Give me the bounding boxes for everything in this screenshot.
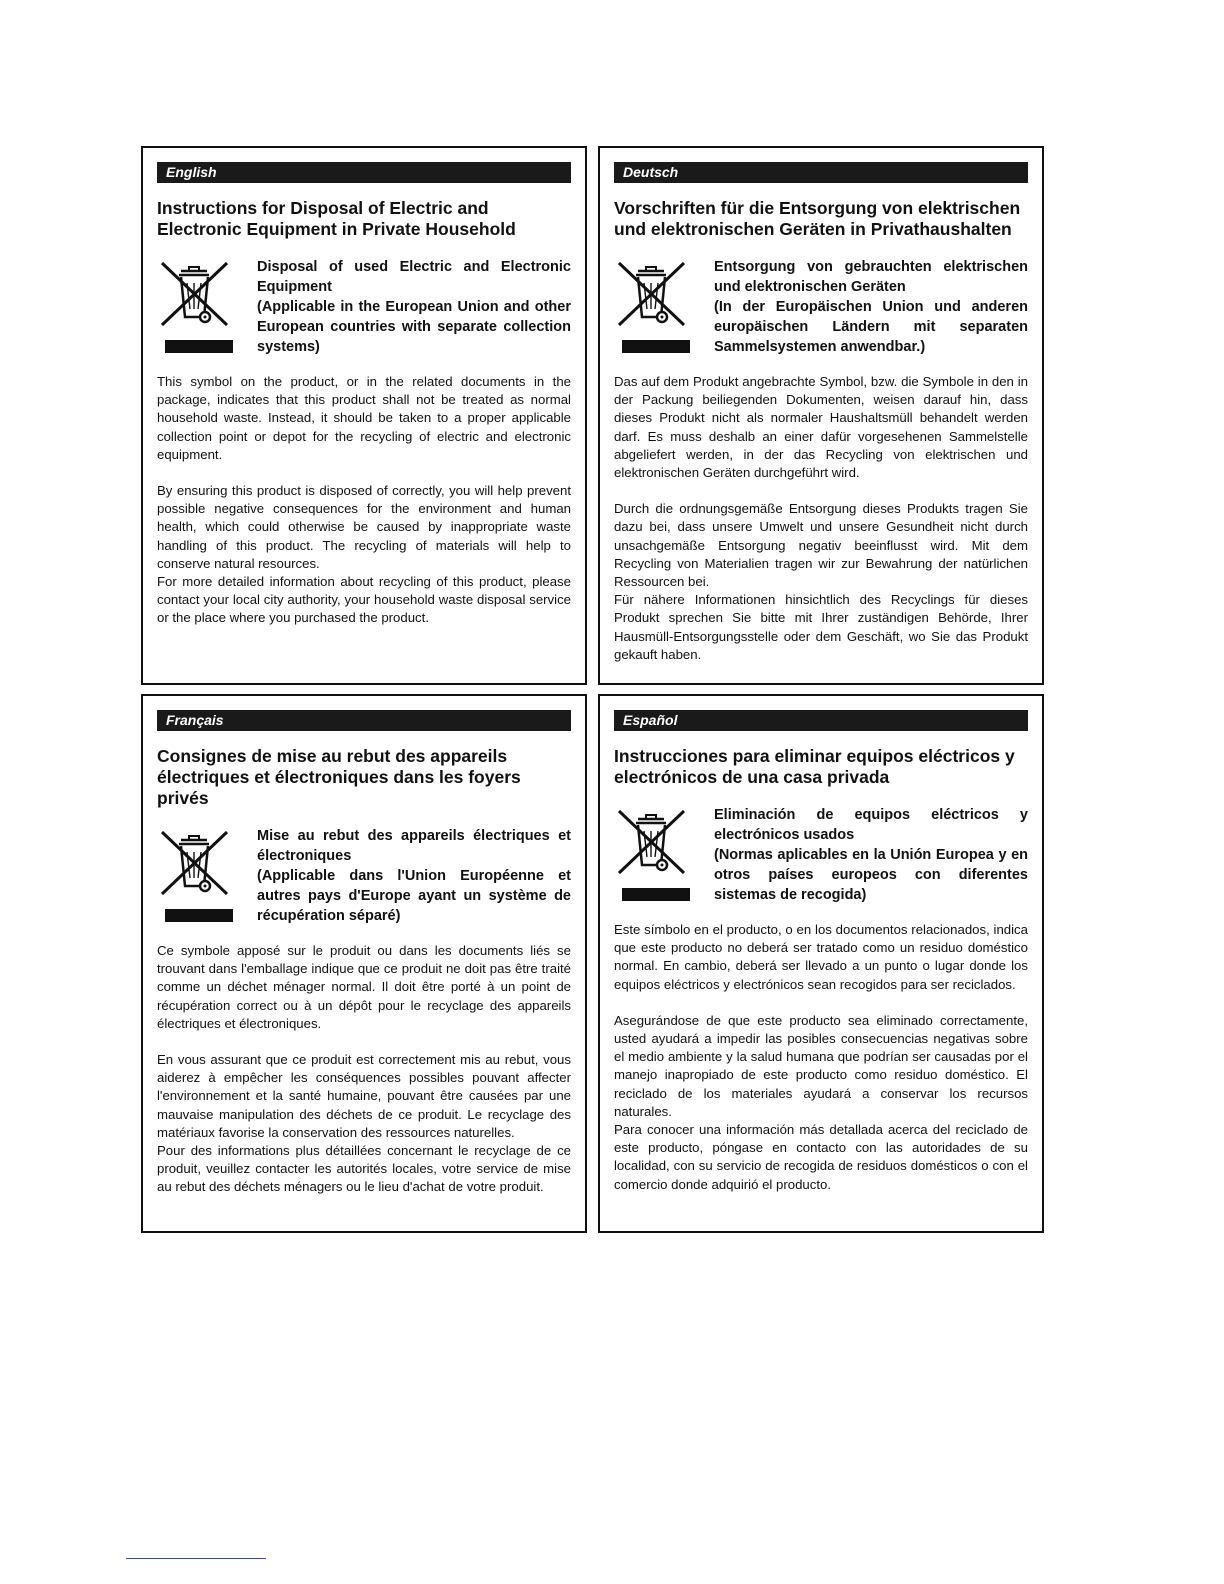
crossed-out-wheeled-bin-icon <box>614 805 690 877</box>
paragraph-3: Für nähere Informationen hinsichtlich des Recyclings für dieses Produkt sprechen Sie bitte mit Ihrer zuständigen Behörde, Ihrer Hausmüll-Entsorgungsstelle oder dem Geschäft, wo Sie das Produkt gekauft haben. <box>614 592 1028 662</box>
paragraph-1: Este símbolo en el producto, o en los documentos relacionados, indica que este producto no deberá ser tratado como un residuo doméstico normal. En cambio, deberá ser llevado a un punto o lugar donde los equipos eléctricos y electrónicos sean recogidos para ser reciclados. <box>614 922 1028 992</box>
subtitle-line-2: (In der Europäischen Union und anderen europäischen Ländern mit separaten Sammelsystemen anwendbar.) <box>714 299 1028 355</box>
subtitle-line-2: (Applicable in the European Union and other European countries with separate collection systems) <box>257 299 571 355</box>
weee-symbol <box>157 257 247 353</box>
panel-title: Instructions for Disposal of Electric and Electronic Equipment in Private Household <box>157 198 516 239</box>
weee-symbol <box>157 826 247 922</box>
paragraph-3: Para conocer una información más detallada acerca del reciclado de este producto, póngase en contacto con las autoridades de su localidad, con su servicio de recogida de residuos domésticos o con el comercio donde adquirió el producto. <box>614 1122 1028 1192</box>
panel-title: Consignes de mise au rebut des appareils électriques et électroniques dans les foyers privés <box>157 746 521 808</box>
language-label: Deutsch <box>614 162 1028 183</box>
solid-bar <box>622 340 690 353</box>
subtitle-line-1: Eliminación de equipos eléctricos y electrónicos usados <box>714 807 1028 843</box>
symbol-row <box>614 805 1028 905</box>
paragraph-2: By ensuring this product is disposed of correctly, you will help prevent possible negative consequences for the environment and human health, which could otherwise be caused by inappropriate waste handling of this product. The recycling of materials will help to conserve natural resources. <box>157 483 571 571</box>
weee-symbol <box>614 257 704 353</box>
solid-bar <box>165 909 233 922</box>
panel-title: Instrucciones para eliminar equipos eléctricos y electrónicos de una casa privada <box>614 746 1015 787</box>
paragraph-2: Asegurándose de que este producto sea eliminado correctamente, usted ayudará a impedir las posibles consecuencias negativas sobre el medio ambiente y la salud humana que podrían ser causadas por el manejo inapropiado de este producto como residuo doméstico. El reciclado de los materiales ayudará a conservar los recursos naturales. <box>614 1012 1028 1119</box>
subtitle-line-2: (Normas aplicables en la Unión Europea y en otros países europeos con diferentes sistemas de recogida) <box>714 847 1028 903</box>
symbol-row <box>614 257 1028 357</box>
panel-body <box>157 942 571 1197</box>
panel-body <box>614 921 1028 1194</box>
crossed-out-wheeled-bin-icon <box>614 257 690 329</box>
paragraph-2: En vous assurant que ce produit est correctement mis au rebut, vous aiderez à empêcher les conséquences possibles pouvant affecter l'environnement et la santé humaine, pouvant être causées par une mauvaise manipulation des déchets de ce produit. Le recyclage des matériaux favorise la conservation des ressources naturelles. <box>157 1052 571 1140</box>
paragraph-2: Durch die ordnungsgemäße Entsorgung dieses Produkts tragen Sie dazu bei, dass unsere Umwelt und unsere Gesundheit nicht durch unsachgemäße Entsorgung negativ beeinflusst wird. Mit dem Recycling von Materialien tragen wir zur Bewahrung der natürlichen Ressourcen bei. <box>614 501 1028 590</box>
disposal-subtitle <box>257 257 571 357</box>
language-label: Français <box>157 710 571 731</box>
panel-deutsch <box>598 146 1044 685</box>
disposal-subtitle <box>257 826 571 926</box>
panel-title: Vorschriften für die Entsorgung von elektrischen und elektronischen Geräten in Privathaushalten <box>614 198 1021 239</box>
panel-body <box>614 373 1028 664</box>
subtitle-line-1: Mise au rebut des appareils électriques et électroniques <box>257 828 571 864</box>
paragraph-3: Pour des informations plus détaillées concernant le recyclage de ce produit, veuillez contacter les autorités locales, votre service de mise au rebut des déchets ménagers ou le lieu d'achat de votre produit. <box>157 1143 571 1195</box>
panel-body <box>157 373 571 628</box>
panel-english <box>141 146 587 685</box>
paragraph-3: For more detailed information about recycling of this product, please contact your local city authority, your household waste disposal service or the place where you purchased the product. <box>157 574 571 626</box>
subtitle-line-2: (Applicable dans l'Union Européenne et autres pays d'Europe ayant un système de récupération séparé) <box>257 868 571 924</box>
subtitle-line-1: Disposal of used Electric and Electronic Equipment <box>257 259 571 295</box>
crossed-out-wheeled-bin-icon <box>157 826 233 898</box>
panel-espanol <box>598 694 1044 1233</box>
symbol-row <box>157 826 571 926</box>
weee-symbol <box>614 805 704 901</box>
paragraph-1: This symbol on the product, or in the related documents in the package, indicates that this product shall not be treated as normal household waste. Instead, it should be taken to a proper applicable collection point or depot for the recycling of electric and electronic equipment. <box>157 374 571 462</box>
language-label: English <box>157 162 571 183</box>
solid-bar <box>165 340 233 353</box>
symbol-row <box>157 257 571 357</box>
crossed-out-wheeled-bin-icon <box>157 257 233 329</box>
disposal-subtitle <box>714 805 1028 905</box>
disposal-subtitle <box>714 257 1028 357</box>
subtitle-line-1: Entsorgung von gebrauchten elektrischen und elektronischen Geräten <box>714 259 1028 295</box>
footer-rule <box>126 1558 266 1559</box>
panel-francais <box>141 694 587 1233</box>
language-label: Español <box>614 710 1028 731</box>
paragraph-1: Ce symbole apposé sur le produit ou dans les documents liés se trouvant dans l'emballage indique que ce produit ne doit pas être traité comme un déchet ménager normal. Il doit être porté à un point de récupération correct ou à un dépôt pour le recyclage des appareils électriques et électroniques. <box>157 943 571 1031</box>
paragraph-1: Das auf dem Produkt angebrachte Symbol, bzw. die Symbole in den in der Packung beiliegenden Dokumenten, weisen darauf hin, dass dieses Produkt nicht als normaler Haushaltsmüll behandelt werden darf. Es muss deshalb an einer dafür vorgesehenen Sammelstelle abgeliefert werden, in der das Recycling von elektrischen und elektronischen Geräten durchgeführt wird. <box>614 374 1028 481</box>
solid-bar <box>622 888 690 901</box>
